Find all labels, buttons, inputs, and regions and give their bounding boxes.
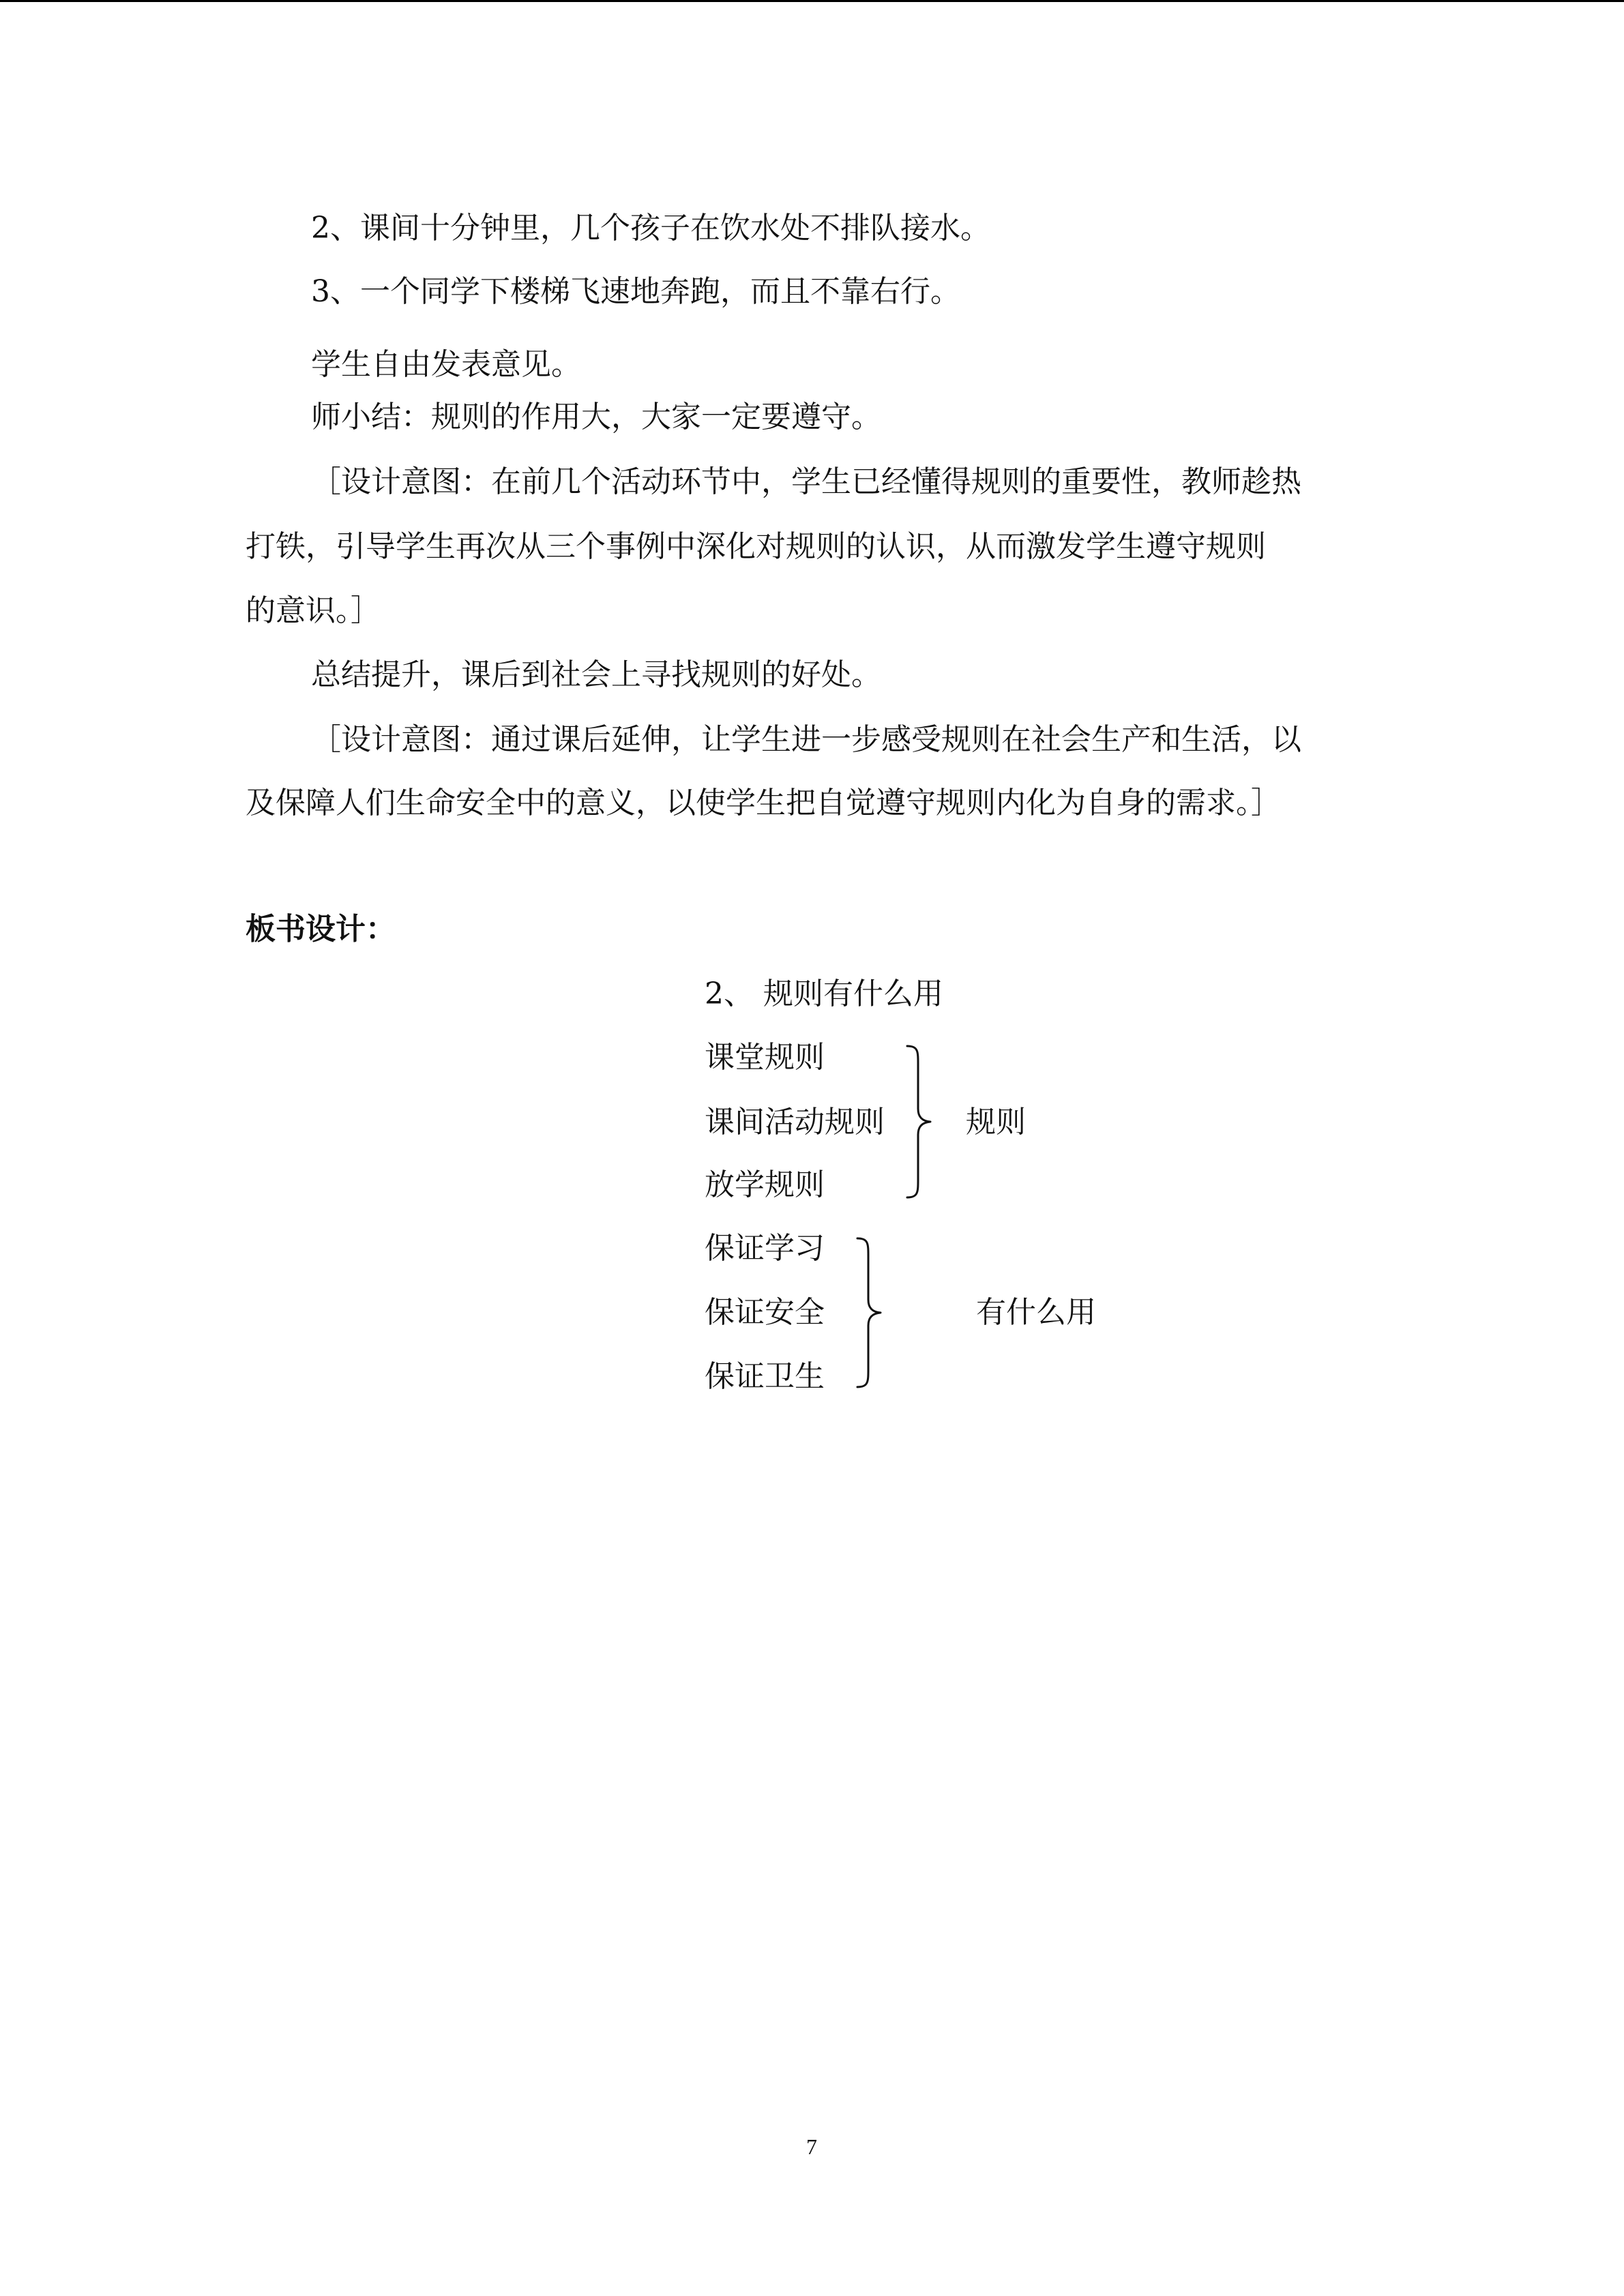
board-label-rules: 规则 [966,1105,1026,1139]
board-item-ensure-safety: 保证安全 [705,1295,825,1330]
paragraph-student-opinion: 学生自由发表意见。 [311,347,581,382]
board-item-break-rules: 课间活动规则 [705,1105,885,1139]
paragraph-example-2: 2、课间十分钟里，几个孩子在饮水处不排队接水。 [311,211,990,245]
right-brace-icon [904,1043,939,1200]
board-title: 2、 规则有什么用 [705,976,943,1011]
paragraph-design-intent-1-line-1: ［设计意图：在前几个活动环节中，学生已经懂得规则的重要性，教师趁热 [311,464,1301,499]
paragraph-design-intent-1-line-2: 打铁，引导学生再次从三个事例中深化对规则的认识，从而激发学生遵守规则 [246,529,1266,564]
board-label-purpose: 有什么用 [976,1295,1096,1330]
paragraph-design-intent-2-line-1: ［设计意图：通过课后延伸，让学生进一步感受规则在社会生产和生活，以 [311,722,1301,757]
board-item-class-rules: 课堂规则 [705,1040,825,1075]
top-border-line [0,0,1624,2]
board-item-ensure-study: 保证学习 [705,1231,825,1266]
paragraph-summary: 总结提升，课后到社会上寻找规则的好处。 [311,657,881,692]
paragraph-design-intent-1-line-3: 的意识。］ [246,593,381,628]
page-number: 7 [806,2134,817,2159]
right-brace-icon [855,1236,889,1390]
paragraph-teacher-summary: 师小结：规则的作用大，大家一定要遵守。 [311,400,881,434]
paragraph-example-3: 3、一个同学下楼梯飞速地奔跑，而且不靠右行。 [311,274,960,309]
board-item-dismissal-rules: 放学规则 [705,1167,825,1202]
board-design-heading: 板书设计： [246,912,396,946]
paragraph-design-intent-2-line-2: 及保障人们生命安全中的意义，以使学生把自觉遵守规则内化为自身的需求。］ [246,786,1281,820]
board-item-ensure-hygiene: 保证卫生 [705,1359,825,1394]
